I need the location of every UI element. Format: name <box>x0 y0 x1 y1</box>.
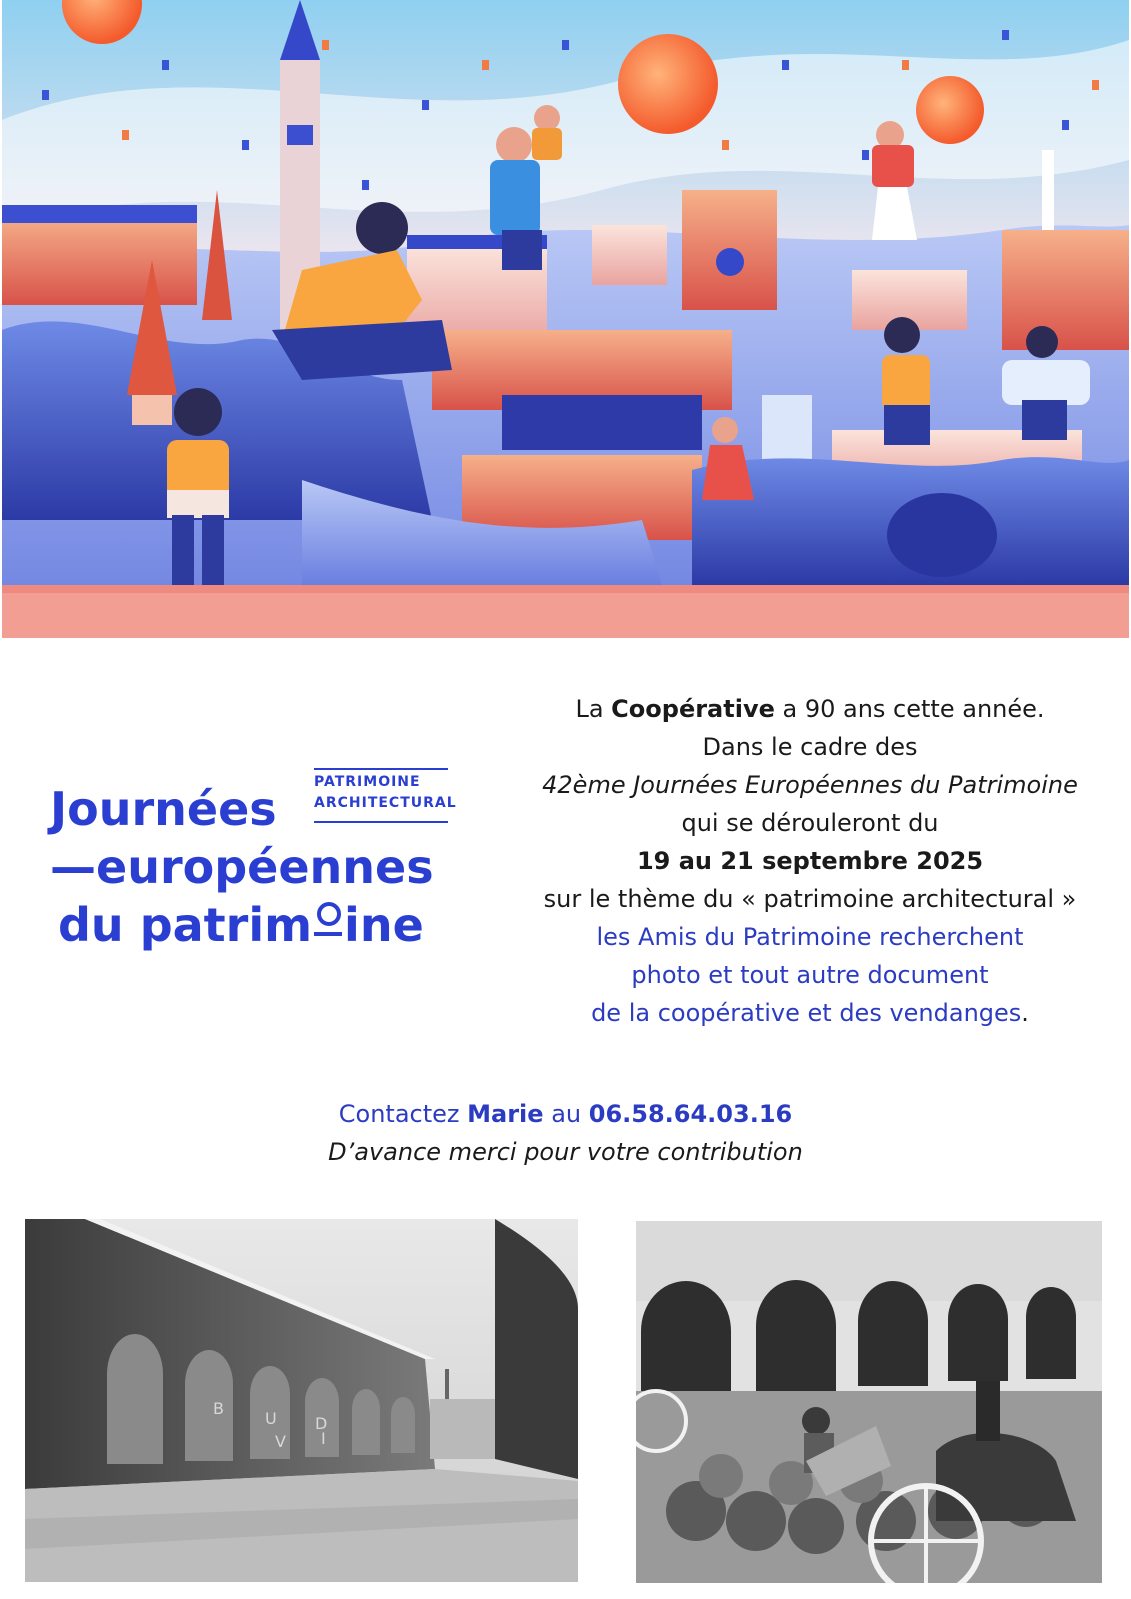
logo-patrimoine-label: PATRIMOINE <box>314 774 421 790</box>
logo-journees: Journées <box>50 782 277 836</box>
info-line-4: qui se dérouleront du <box>681 809 939 837</box>
logo-du-patrim: du patrim <box>58 898 313 952</box>
building-letter-4: D <box>315 1414 328 1433</box>
logo-europeennes: —européennes <box>50 840 434 894</box>
logo-o-glyph <box>312 900 344 940</box>
info-line-8: photo et tout autre document <box>631 961 989 989</box>
info-line-9: de la coopérative et des vendanges. <box>591 999 1029 1027</box>
building-letter-2: U <box>265 1409 277 1428</box>
info-line-6: sur le thème du « patrimoine architectural » <box>543 885 1077 913</box>
photo-cooperative-building <box>25 1219 578 1582</box>
contact-phone[interactable]: 06.58.64.03.16 <box>588 1100 793 1128</box>
contact-name: Marie <box>467 1100 544 1128</box>
photo-harvest-carts <box>636 1221 1102 1583</box>
building-letter-3: V <box>275 1432 286 1451</box>
building-letter-1: B <box>213 1399 224 1418</box>
logo-top-rule <box>314 768 448 770</box>
event-dates: 19 au 21 septembre 2025 <box>636 847 984 875</box>
info-block <box>505 690 1115 1032</box>
info-line-1: La Coopérative a 90 ans cette année. <box>575 695 1045 723</box>
contact-block <box>0 1095 1131 1171</box>
info-line-3: 42ème Journées Européennes du Patrimoine <box>542 771 1078 799</box>
hero-illustration <box>2 0 1129 638</box>
building-letter-5: I <box>321 1429 326 1448</box>
contact-line: Contactez Marie au 06.58.64.03.16 <box>338 1100 793 1128</box>
logo-architectural-label: ARCHITECTURAL <box>314 795 457 811</box>
logo-du-patrimoine <box>58 900 424 950</box>
logo-bottom-rule <box>314 821 448 823</box>
jep-logo <box>50 768 470 978</box>
logo-ine: ine <box>344 898 424 952</box>
thanks-line: D’avance merci pour votre contribution <box>328 1138 803 1166</box>
info-line-2: Dans le cadre des <box>702 733 918 761</box>
cooperative-bold: Coopérative <box>611 695 775 723</box>
info-line-7: les Amis du Patrimoine recherchent <box>596 923 1024 951</box>
